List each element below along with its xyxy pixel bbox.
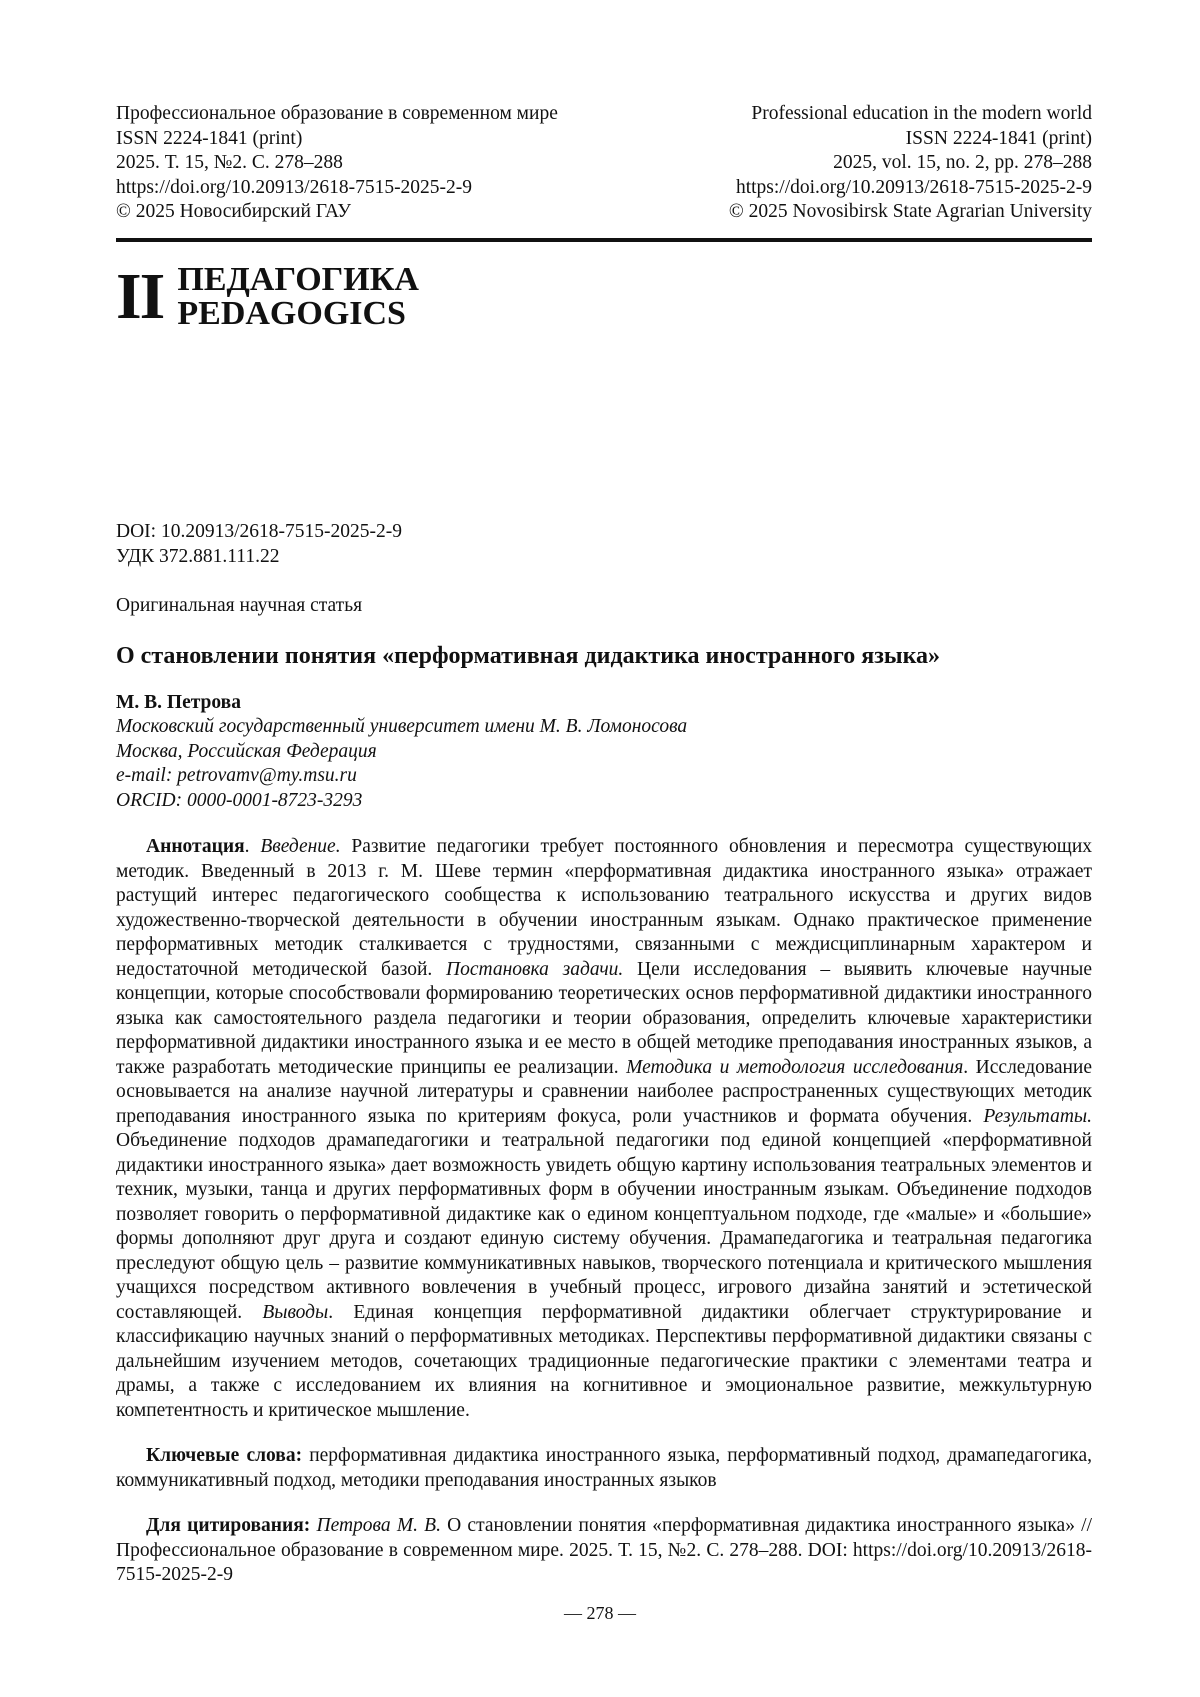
author-affiliation: Московский государственный университет имени М. В. Ломоносова bbox=[116, 716, 688, 737]
article-body bbox=[116, 520, 1092, 1588]
header-journal-ru: Профессиональное образование в современном мире bbox=[116, 103, 558, 124]
abstract-task-label: Постановка задачи. bbox=[446, 958, 624, 980]
header-en bbox=[729, 102, 1092, 225]
article-type: Оригинальная научная статья bbox=[116, 595, 363, 616]
header-issue-en: 2025, vol. 15, no. 2, pp. 278–288 bbox=[833, 152, 1092, 173]
section-title-ru: ПЕДАГОГИКА bbox=[177, 260, 419, 298]
abstract-intro-label: Введение. bbox=[260, 836, 341, 857]
abstract-task-text: Цели исследования – выявить ключевые научные концепции, которые способствовали формированию теоретических основ перформативной дидактики иностранного языка как самостоятельного раздела педагогики и теории образования, определить ключевые характеристики перформативной дидактики иностранного языка и ее место в общей методике преподавания иностранных языков, а также разработать методические принципы ее реализации. bbox=[116, 958, 1092, 1078]
page bbox=[116, 102, 1093, 1585]
author-name: М. В. Петрова bbox=[116, 691, 241, 713]
abstract-conclusions-text: . Единая концепция перформативной дидактики облегчает структурирование и классификацию научных знаний о перформативных методиках. Перспективы перформативной дидактики связаны с дальнейшим изучением методов, сочетающих традиционные педагогические практики с элементами театра и драмы, а также с исследованием их влияния на когнитивное и эмоциональное развитие, межкультурную компетентность и критическое мышление. bbox=[116, 1301, 1092, 1421]
abstract-label: Аннотация bbox=[146, 836, 245, 857]
section-numeral: II bbox=[116, 259, 164, 333]
udc-line: УДК 372.881.111.22 bbox=[116, 545, 280, 567]
page-number: — 278 — bbox=[564, 1603, 636, 1623]
citation bbox=[116, 1514, 1092, 1588]
section-title-en: PEDAGOGICS bbox=[177, 294, 406, 332]
header-journal-en: Professional education in the modern world bbox=[751, 103, 1092, 124]
article-title: О становлении понятия «перформативная дидактика иностранного языка» bbox=[116, 642, 941, 669]
header-issue-ru: 2025. Т. 15, №2. С. 278–288 bbox=[116, 152, 343, 173]
header-issn-en: ISSN 2224-1841 (print) bbox=[905, 127, 1092, 149]
citation-label: Для цитирования: bbox=[146, 1515, 311, 1536]
author-email[interactable]: e-mail: petrovamv@my.msu.ru bbox=[116, 765, 357, 786]
header-copyright-ru: © 2025 Новосибирский ГАУ bbox=[116, 201, 352, 222]
section-titles bbox=[177, 260, 419, 332]
abstract-conclusions-label: Выводы bbox=[262, 1301, 329, 1323]
running-header bbox=[116, 102, 1092, 225]
keywords-label: Ключевые слова: bbox=[146, 1445, 303, 1466]
header-copyright-en: © 2025 Novosibirsk State Agrarian University bbox=[728, 201, 1092, 222]
author-block bbox=[116, 691, 1092, 814]
author-location: Москва, Российская Федерация bbox=[116, 740, 377, 762]
abstract-results-label: Результаты. bbox=[983, 1105, 1092, 1127]
abstract-method-text: . Исследование основывается на анализе научной литературы и сравнении наиболее распространенных существующих методик преподавания иностранного языка по критериям фокуса, роли участников и формата обучения. bbox=[116, 1056, 1093, 1127]
citation-text: О становлении понятия «перформативная дидактика иностранного языка» // Профессиональное образование в современном мире. 2025. Т. 15, №2. С. 278–288. DOI: https://doi.org/10.20913/2618-7515-2025-2-9 bbox=[116, 1515, 1092, 1585]
doi-line: DOI: 10.20913/2618-7515-2025-2-9 bbox=[116, 521, 402, 542]
keywords bbox=[116, 1444, 1092, 1493]
section-heading bbox=[116, 259, 1092, 333]
header-doi-ru[interactable]: https://doi.org/10.20913/2618-7515-2025-2-9 bbox=[116, 176, 473, 198]
abstract-intro-text: Развитие педагогики требует постоянного обновления и пересмотра существующих методик. Введенный в 2013 г. М. Шеве термин «перформативная дидактика иностранного языка» отражает растущий интерес педагогического сообщества к использованию театрального искусства и других видов художественно-творческой деятельности в обучении иностранным языкам. Однако практическое применение перформативных методик сталкивается с трудностями, связанными с междисциплинарным характером и недостаточной методической базой. bbox=[116, 836, 1093, 980]
abstract-results-text: Объединение подходов драмапедагогики и театральной педагогики под единой концепцией «перформативной дидактики иностранного языка» дает возможность увидеть общую картину использования театральных элементов и техник, музыки, танца и других перформативных форм в обучении иностранным языкам. Объединение подходов позволяет говорить о перформативной дидактике как о едином концептуальном подходе, где «малые» и «большие» формы дополняют друг друга и создают единую систему обучения. Драмапедагогика и театральная педагогика преследуют общую цель – развитие коммуникативных навыков, творческого потенциала и критического мышления учащихся посредством активного вовлечения в учебный процесс, игрового дизайна занятий и эстетической составляющей. bbox=[116, 1130, 1092, 1323]
header-rule bbox=[116, 238, 1092, 242]
header-issn-ru: ISSN 2224-1841 (print) bbox=[116, 127, 303, 149]
author-orcid[interactable]: ORCID: 0000-0001-8723-3293 bbox=[116, 789, 363, 811]
citation-author: Петрова М. В. bbox=[310, 1515, 441, 1536]
header-doi-en[interactable]: https://doi.org/10.20913/2618-7515-2025-2-9 bbox=[735, 176, 1092, 198]
header-ru bbox=[116, 102, 558, 225]
abstract-method-label: Методика и методология исследования bbox=[626, 1056, 964, 1078]
abstract: Аннотация. Введение. Развитие педагогики требует постоянного обновления и пересмотра существующих методик. Введенный в 2013 г. М. Шеве термин «перформативная дидактика иностранного языка» отражает растущий интерес педагогического сообщества к использованию театрального искусства и других видов художественно-творческой деятельности в обучении иностранным языкам. Однако практическое применение перформативных методик сталкивается с трудностями, связанными с междисциплинарным характером и недостаточной методической базой. Постановка задачи. Цели исследования – выявить ключевые научные концепции, которые способствовали формированию теоретических основ перформативной дидактики иностранного языка как самостоятельного раздела педагогики и теории образования, определить ключевые характеристики перформативной дидактики иностранного языка и ее место в общей методике преподавания иностранных языков, а также разработать методические принципы ее реализации. Методика и методология исследования. Исследование основывается на анализе научной литературы и сравнении наиболее распространенных существующих методик преподавания иностранного языка по критериям фокуса, роли участников и формата обучения. Результаты. Объединение подходов драмапедагогики и театральной педагогики под единой концепцией «перформативной дидактики иностранного языка» дает возможность увидеть общую картину использования театральных элементов и техник, музыки, танца и других перформативных форм в обучении иностранным языкам. Объединение подходов позволяет говорить о перформативной дидактике как о едином концептуальном подходе, где «малые» и «большие» формы дополняют друг друга и создают единую систему обучения. Драмапедагогика и театральная педагогика преследуют общую цель – развитие коммуникативных навыков, творческого потенциала и критического мышления учащихся посредством активного вовлечения в учебный процесс, игрового дизайна занятий и эстетической составляющей. Выводы. Единая концепция перформативной дидактики облегчает структурирование и классификацию научных знаний о перформативных методиках. Перспективы перформативной дидактики связаны с дальнейшим изучением методов, сочетающих традиционные педагогические практики с элементами театра и драмы, а также с исследованием их влияния на когнитивное и эмоциональное развитие, межкультурную компетентность и критическое мышление. bbox=[116, 836, 1093, 1421]
keywords-text: перформативная дидактика иностранного языка, перформативный подход, драмапедагогика, коммуникативный подход, методики преподавания иностранных языков bbox=[116, 1445, 1093, 1491]
